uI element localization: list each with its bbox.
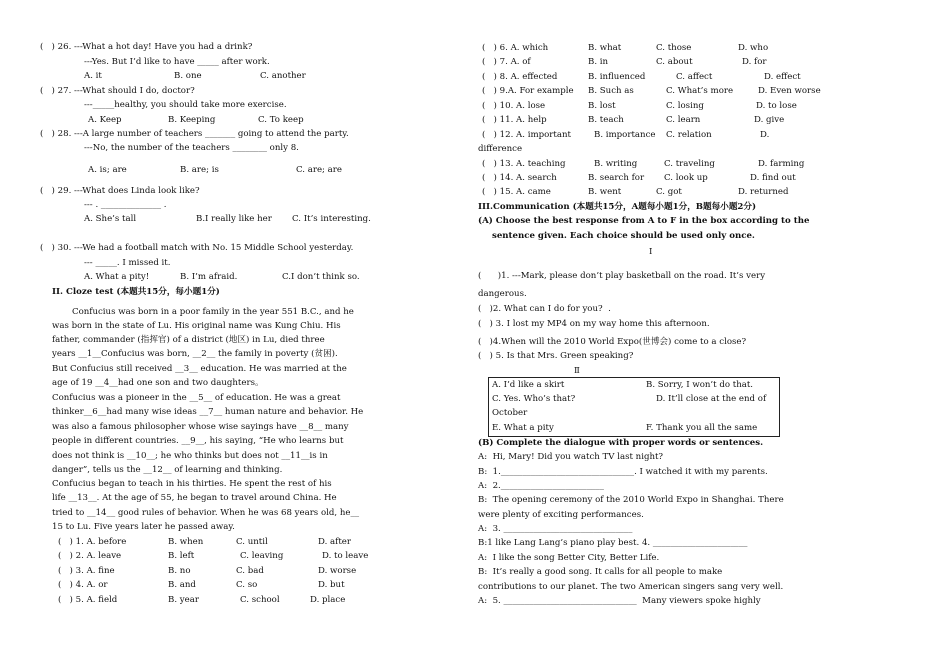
box-option-e: E. What a pity xyxy=(492,423,554,433)
box-option-f: F. Thank you all the same xyxy=(646,423,758,433)
choice-11-d: D. give xyxy=(754,115,785,125)
box-option-d: D. It’ll close at the end of xyxy=(656,394,767,404)
choice-11-b: B. teach xyxy=(588,115,624,125)
passage-line: 15 to Lu. Five years later he passed away. xyxy=(52,522,235,532)
question-28-line2: ---No, the number of the teachers ________ only 8. xyxy=(84,143,299,153)
choice-5-d: D. place xyxy=(310,595,346,605)
dialogue-line: B: The opening ceremony of the 2010 World Expo in Shanghai. There xyxy=(478,495,784,505)
passage-line: But Confucius still received __3__ education. He was married at the xyxy=(52,364,347,374)
choice-13-c: C. traveling xyxy=(664,159,715,169)
choice-3-b: B. no xyxy=(168,566,191,576)
choice-2-d: D. to leave xyxy=(322,551,369,561)
part-a-item-1-wrap: dangerous. xyxy=(478,289,527,299)
passage-line: was also a famous philosopher whose wise sayings have __8__ many xyxy=(52,422,349,432)
choice-9-b: B. Such as xyxy=(588,86,634,96)
question-30-option-c: C.I don’t think so. xyxy=(282,272,360,282)
question-29-line2: --- . ______________ . xyxy=(84,200,167,210)
choice-3-c: C. bad xyxy=(236,566,264,576)
question-27-option-b: B. Keeping xyxy=(168,115,216,125)
choice-12-d-wrap: difference xyxy=(478,144,523,154)
choice-3-d: D. worse xyxy=(318,566,357,576)
choice-1-d: D. after xyxy=(318,537,351,547)
passage-line: Confucius was born in a poor family in the year 551 B.C., and he xyxy=(72,307,354,317)
question-27-stem: ( ) 27. ---What should I do, doctor? xyxy=(40,86,195,96)
communication-section-title: III.Communication (本题共15分，A题每小题1分，B题每小题2分) xyxy=(478,202,757,212)
choice-7-c: C. about xyxy=(656,57,693,67)
choice-15-c: C. got xyxy=(656,187,682,197)
box-option-b: B. Sorry, I won’t do that. xyxy=(646,380,754,390)
choice-7-stem: ( ) 7. A. of xyxy=(482,57,531,67)
choice-6-b: B. what xyxy=(588,43,622,53)
question-30-line2: --- _____. I missed it. xyxy=(84,258,171,268)
question-27-option-a: A. Keep xyxy=(88,115,122,125)
dialogue-line: B: 1._______________________________. I watched it with my parents. xyxy=(478,467,768,477)
question-28-option-a: A. is; are xyxy=(88,165,127,175)
choice-6-stem: ( ) 6. A. which xyxy=(482,43,549,53)
choice-6-d: D. who xyxy=(738,43,769,53)
dialogue-line: A: 2.________________________ xyxy=(478,481,604,491)
passage-line: tried to __14__ good rules of behavior. When he was 68 years old, he__ xyxy=(52,508,360,518)
box-option-c: C. Yes. Who’s that? xyxy=(492,394,576,404)
choice-15-stem: ( ) 15. A. came xyxy=(482,187,551,197)
question-26-option-a: A. it xyxy=(84,71,102,81)
dialogue-line: A: I like the song Better City, Better Life. xyxy=(478,553,660,563)
passage-line: danger”, tells us the __12__ of learning and thinking. xyxy=(52,465,283,475)
choice-9-c: C. What’s more xyxy=(666,86,734,96)
choice-8-stem: ( ) 8. A. effected xyxy=(482,72,558,82)
passage-line: age of 19 __4__had one son and two daughters。 xyxy=(52,378,264,388)
left-column xyxy=(0,0,470,671)
choice-15-b: B. went xyxy=(588,187,622,197)
choice-10-d: D. to lose xyxy=(756,101,797,111)
question-26-option-c: C. another xyxy=(260,71,306,81)
box-option-d-wrap: October xyxy=(492,408,528,418)
box-option-a: A. I’d like a skirt xyxy=(492,380,565,390)
choice-13-b: B. writing xyxy=(594,159,638,169)
choice-4-b: B. and xyxy=(168,580,196,590)
choice-10-stem: ( ) 10. A. lose xyxy=(482,101,546,111)
question-29-option-a: A. She’s tall xyxy=(84,214,137,224)
choice-8-c: C. affect xyxy=(676,72,713,82)
question-28-option-b: B. are; is xyxy=(180,165,219,175)
choice-5-b: B. year xyxy=(168,595,199,605)
choice-2-b: B. left xyxy=(168,551,195,561)
choice-10-b: B. lost xyxy=(588,101,616,111)
choice-6-c: C. those xyxy=(656,43,692,53)
choice-12-b: B. importance xyxy=(594,130,656,140)
passage-line: was born in the state of Lu. His original name was Kung Chiu. His xyxy=(52,321,341,331)
choice-14-stem: ( ) 14. A. search xyxy=(482,173,557,183)
part-a-item-1: ( )1. ---Mark, please don’t play basketball on the road. It’s very xyxy=(478,271,766,281)
question-27-line2: ---_____healthy, you should take more exercise. xyxy=(84,100,287,110)
passage-line: life __13__. At the age of 55, he began to travel around China. He xyxy=(52,493,337,503)
question-26-line2: ---Yes. But I’d like to have _____ after work. xyxy=(84,57,270,67)
question-29-option-b: B.I really like her xyxy=(196,214,272,224)
right-column xyxy=(470,0,950,671)
choice-12-c: C. relation xyxy=(666,130,712,140)
passage-line: does not think is __10__; he who thinks but does not __11__is in xyxy=(52,451,328,461)
choice-1-stem: ( ) 1. A. before xyxy=(58,537,127,547)
choice-8-b: B. influenced xyxy=(588,72,646,82)
part-a-instruction-1: (A) Choose the best response from A to F in the box according to the xyxy=(478,216,810,226)
passage-line: thinker__6__had many wise ideas __7__ human nature and behavior. He xyxy=(52,407,364,417)
question-28-option-c: C. are; are xyxy=(296,165,342,175)
choice-5-stem: ( ) 5. A. field xyxy=(58,595,118,605)
choice-2-c: C. leaving xyxy=(240,551,284,561)
choice-1-c: C. until xyxy=(236,537,268,547)
question-30-option-a: A. What a pity! xyxy=(84,272,150,282)
choice-15-d: D. returned xyxy=(738,187,789,197)
choice-14-b: B. search for xyxy=(588,173,645,183)
choice-3-stem: ( ) 3. A. fine xyxy=(58,566,115,576)
choice-8-d: D. effect xyxy=(764,72,801,82)
dialogue-line: were plenty of exciting performances. xyxy=(478,510,644,520)
dialogue-line: contributions to our planet. The two American singers sang very well. xyxy=(478,582,784,592)
passage-line: Confucius was a pioneer in the __5__ of education. He was a great xyxy=(52,393,341,403)
roman-numeral-two: Ⅱ xyxy=(574,366,580,376)
choice-4-c: C. so xyxy=(236,580,258,590)
choice-14-d: D. find out xyxy=(750,173,796,183)
choice-13-d: D. farming xyxy=(758,159,805,169)
question-26-stem: ( ) 26. ---What a hot day! Have you had a drink? xyxy=(40,42,253,52)
choice-7-d: D. for xyxy=(742,57,767,67)
cloze-section-title: II. Cloze test (本题共15分，每小题1分) xyxy=(52,287,220,297)
choice-11-c: C. learn xyxy=(666,115,701,125)
choice-14-c: C. look up xyxy=(664,173,708,183)
passage-line: Confucius began to teach in his thirties. He spent the rest of his xyxy=(52,479,332,489)
choice-5-c: C. school xyxy=(240,595,280,605)
roman-numeral-one: Ⅰ xyxy=(649,247,653,257)
choice-11-stem: ( ) 11. A. help xyxy=(482,115,547,125)
question-27-option-c: C. To keep xyxy=(258,115,304,125)
choice-4-stem: ( ) 4. A. or xyxy=(58,580,108,590)
dialogue-line: B: It’s really a good song. It calls for all people to make xyxy=(478,567,723,577)
passage-line: people in different countries. __9__, his saying, “He who learns but xyxy=(52,436,344,446)
dialogue-line: A: 3. ______________________________ xyxy=(478,524,633,534)
question-29-stem: ( ) 29. ---What does Linda look like? xyxy=(40,186,200,196)
choice-7-b: B. in xyxy=(588,57,609,67)
choice-12-stem: ( ) 12. A. important xyxy=(482,130,571,140)
dialogue-line: B:1 like Lang Lang’s piano play best. 4. ______________________ xyxy=(478,538,748,548)
question-26-option-b: B. one xyxy=(174,71,202,81)
question-30-option-b: B. I’m afraid. xyxy=(180,272,238,282)
choice-1-b: B. when xyxy=(168,537,204,547)
choice-4-d: D. but xyxy=(318,580,345,590)
question-30-stem: ( ) 30. ---We had a football match with No. 15 Middle School yesterday. xyxy=(40,243,354,253)
part-a-item-5: ( ) 5. Is that Mrs. Green speaking? xyxy=(478,351,634,361)
passage-line: years __1__Confucius was born, __2__ the family in poverty (贫困). xyxy=(52,349,338,359)
choice-10-c: C. losing xyxy=(666,101,704,111)
choice-9-d: D. Even worse xyxy=(758,86,821,96)
part-a-item-4: ( )4.When will the 2010 World Expo(世博会) come to a close? xyxy=(478,337,747,347)
part-a-instruction-2: sentence given. Each choice should be used only once. xyxy=(492,231,755,241)
question-28-stem: ( ) 28. ---A large number of teachers _______ going to attend the party. xyxy=(40,129,349,139)
choice-9-stem: ( ) 9.A. For example xyxy=(482,86,574,96)
part-a-item-3: ( ) 3. I lost my MP4 on my way home this afternoon. xyxy=(478,319,710,329)
choice-13-stem: ( ) 13. A. teaching xyxy=(482,159,566,169)
choice-2-stem: ( ) 2. A. leave xyxy=(58,551,122,561)
dialogue-line: A: 5. _______________________________ Many viewers spoke highly xyxy=(478,596,761,606)
part-a-item-2: ( )2. What can I do for you? . xyxy=(478,304,611,314)
dialogue-line: A: Hi, Mary! Did you watch TV last night? xyxy=(478,452,664,462)
part-b-title: (B) Complete the dialogue with proper words or sentences. xyxy=(478,438,764,448)
question-29-option-c: C. It’s interesting. xyxy=(292,214,371,224)
choice-12-d: D. xyxy=(760,130,770,140)
passage-line: father, commander (指挥官) of a district (地区) in Lu, died three xyxy=(52,335,325,345)
